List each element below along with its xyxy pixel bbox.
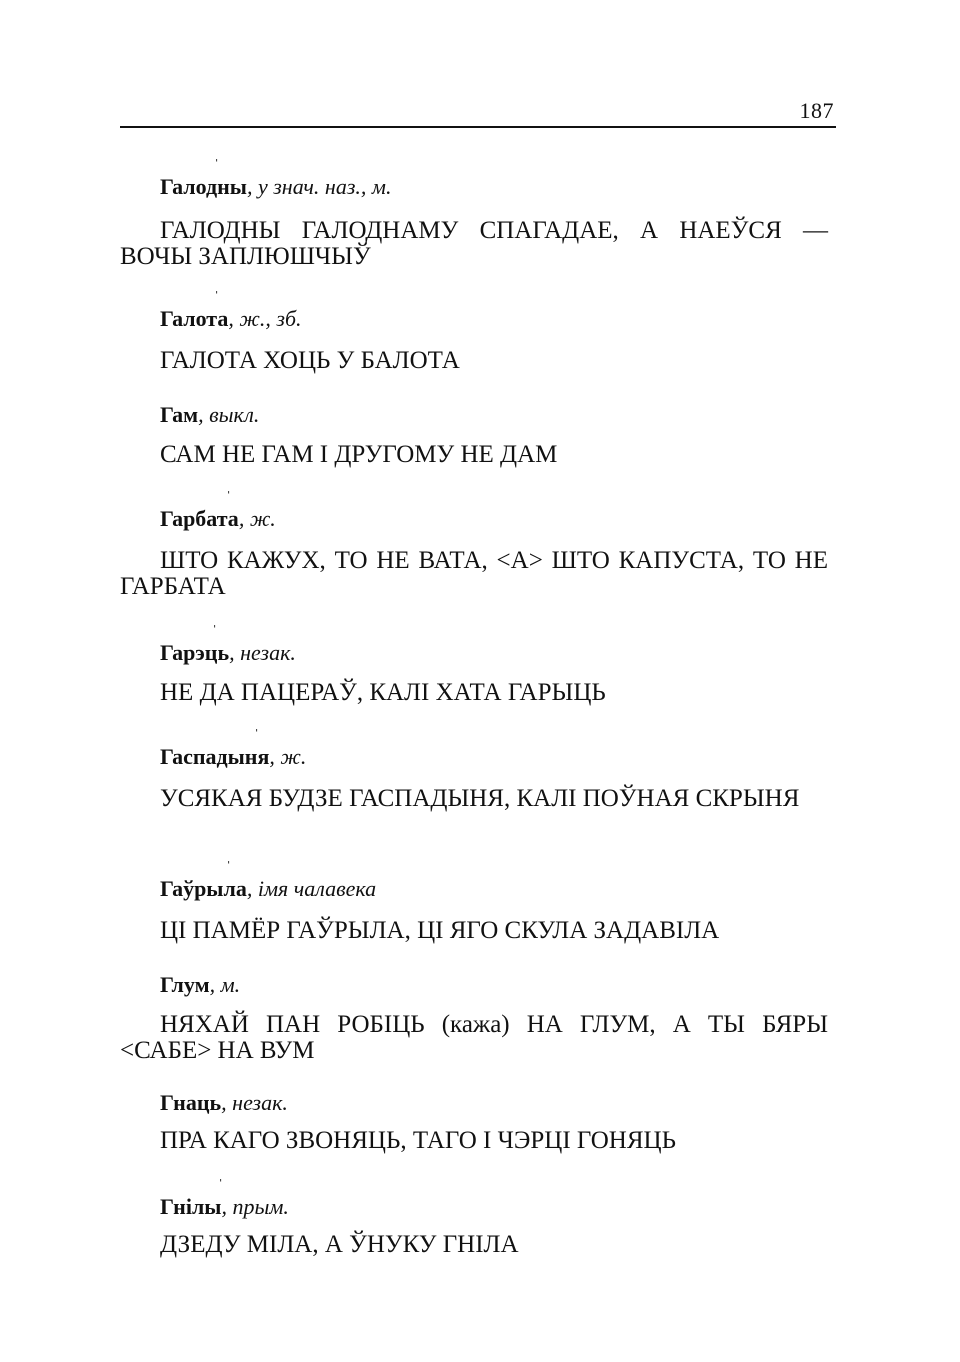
entry-saying: ЦІ ПАМЁР ГАЎРЫЛА, ЦІ ЯГО СКУЛА ЗАДАВІЛА	[160, 917, 720, 944]
entry-grammar: у знач. наз., м.	[257, 174, 392, 199]
entry-heading: Галота, ж., зб.	[160, 306, 302, 331]
entry-saying: САМ НЕ ГАМ І ДРУГОМУ НЕ ДАМ	[160, 441, 558, 468]
stress-mark: ˈ	[214, 289, 220, 306]
entry-headword: Галота	[160, 306, 229, 331]
stress-mark: ˈ	[254, 727, 260, 744]
entry-grammar: незак.	[240, 640, 296, 665]
entry-grammar: незак.	[232, 1090, 288, 1115]
entry-heading: Гарэць, незак.	[160, 640, 296, 665]
entry-headword: Гаўрыла	[160, 876, 247, 901]
entry-grammar: м.	[220, 972, 241, 997]
entry-heading: Глум, м.	[160, 972, 241, 997]
entry-headword: Гнаць	[160, 1090, 222, 1115]
entry-headword: Гарэць	[160, 640, 230, 665]
entry-headword: Галодны	[160, 174, 247, 199]
entry-saying: ГАЛОТА ХОЦЬ У БАЛОТА	[160, 347, 460, 374]
stress-mark: ˈ	[226, 859, 232, 876]
stress-mark: ˈ	[218, 1177, 224, 1194]
entry-headword: Гаспадыня	[160, 744, 270, 769]
entry-headword: Гарбата	[160, 506, 239, 531]
stress-mark: ˈ	[212, 623, 218, 640]
entry-grammar: імя чалавека	[257, 876, 377, 901]
stress-mark: ˈ	[226, 489, 232, 506]
entry-heading: Гнілы, прым.	[160, 1194, 289, 1219]
page-number: 187	[799, 98, 834, 123]
entry-saying: НЯХАЙ ПАН РОБІЦЬ (кажа) НА ГЛУМ, А ТЫ БЯРЫ <САБЕ> НА ВУМ	[120, 1011, 828, 1064]
entry-saying: ДЗЕДУ МІЛА, А ЎНУКУ ГНІЛА	[160, 1231, 519, 1258]
header-rule	[120, 126, 836, 128]
entry-saying: ГАЛОДНЫ ГАЛОДНАМУ СПАГАДАЕ, А НАЕЎСЯ — ВОЧЫ ЗАПЛЮШЧЫЎ	[120, 217, 828, 270]
entry-heading: Гнаць, незак.	[160, 1090, 288, 1115]
entry-grammar: выкл.	[209, 402, 260, 427]
entry-heading: Гаўрыла, імя чалавека	[160, 876, 377, 901]
entry-heading: Гаспадыня, ж.	[160, 744, 307, 769]
entry-grammar: прым.	[232, 1194, 289, 1219]
entry-grammar: ж., зб.	[239, 306, 302, 331]
entry-saying: ШТО КАЖУХ, ТО НЕ ВАТА, <А> ШТО КАПУСТА, ТО НЕ ГАРБАТА	[120, 547, 828, 600]
entry-saying: НЕ ДА ПАЦЕРАЎ, КАЛІ ХАТА ГАРЫЦЬ	[160, 679, 606, 706]
entry-headword: Гнілы	[160, 1194, 222, 1219]
entry-headword: Глум	[160, 972, 210, 997]
entry-heading: Галодны, у знач. наз., м.	[160, 174, 392, 199]
entry-headword: Гам	[160, 402, 199, 427]
entry-heading: Гам, выкл.	[160, 402, 260, 427]
entry-saying: ПРА КАГО ЗВОНЯЦЬ, ТАГО І ЧЭРЦІ ГОНЯЦЬ	[160, 1127, 676, 1154]
entry-heading: Гарбата, ж.	[160, 506, 276, 531]
entry-saying: УСЯКАЯ БУДЗЕ ГАСПАДЫНЯ, КАЛІ ПОЎНАЯ СКРЫНЯ	[160, 785, 800, 812]
entry-grammar: ж.	[280, 744, 307, 769]
stress-mark: ˈ	[214, 157, 220, 174]
entry-grammar: ж.	[249, 506, 276, 531]
